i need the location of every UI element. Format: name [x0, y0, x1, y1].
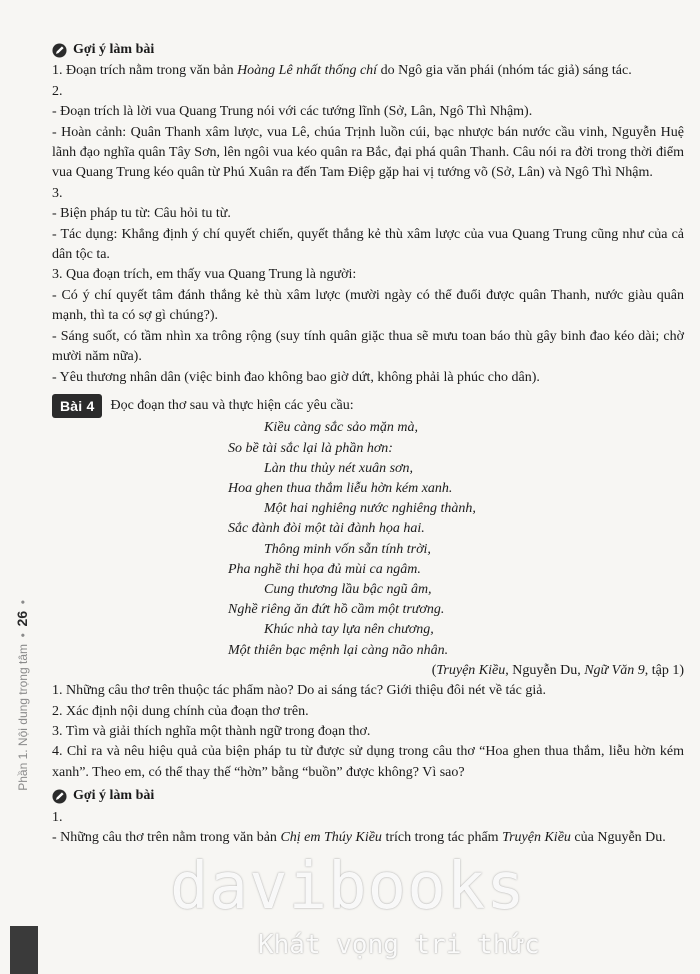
poem-line: Làn thu thủy nét xuân sơn,: [264, 460, 414, 476]
poem-line: Khúc nhà tay lựa nên chương,: [264, 622, 434, 638]
exercise-prompt: Đọc đoạn thơ sau và thực hiện các yêu cầu:: [110, 397, 354, 413]
poem-line: So bề tài sắc lại là phần hơn:: [228, 440, 393, 456]
watermark-brand: davibooks: [170, 850, 526, 924]
answer-line: - Sáng suốt, có tầm nhìn xa trông rộng (suy tính quân giặc thua sẽ mưu toan báo thù gây binh đao kéo dài; chờ mười năm nữa).: [52, 328, 684, 365]
page-number: 26: [14, 610, 30, 627]
question-item: 3. Tìm và giải thích nghĩa một thành ngữ trong đoạn thơ.: [52, 723, 371, 739]
pencil-check-icon: [52, 789, 67, 804]
work-title: Hoàng Lê nhất thống chí: [237, 63, 378, 79]
answer-line: - Đoạn trích là lời vua Quang Trung nói với các tướng lĩnh (Sở, Lân, Ngô Thì Nhậm).: [52, 104, 533, 120]
answer-line: 1.: [52, 809, 63, 825]
poem-line: Nghề riêng ăn đứt hồ cầm một trương.: [228, 602, 445, 618]
question-item: 4. Chỉ ra và nêu hiệu quả của biện pháp tu từ được sử dụng trong câu thơ “Hoa ghen thua thắm, liễu hờn kém xanh”. Theo em, có thể thay thế “hờn” bằng “buồn” được không? Vì sao?: [52, 744, 684, 780]
poem-line: Một thiên bạc mệnh lại càng não nhân.: [228, 642, 449, 658]
page-content: [52, 40, 684, 848]
answer-line: - Có ý chí quyết tâm đánh thắng kẻ thù xâm lược (mười ngày có thể đuổi được quân Thanh, nước giàu quân mạnh, thì ta có sợ gì chúng?).: [52, 287, 684, 324]
hint-heading-2: [52, 786, 684, 806]
poem-line: Sắc đành đòi một tài đành họa hai.: [228, 521, 425, 537]
sidebar-bar: [10, 926, 38, 974]
poem-line: Kiều càng sắc sảo mặn mà,: [264, 420, 418, 436]
answer-line: - Biện pháp tu từ: Câu hỏi tu từ.: [52, 206, 231, 222]
poem-source: (Truyện Kiều, Nguyễn Du, Ngữ Văn 9, tập 1): [431, 662, 684, 678]
hint-title: Gợi ý làm bài: [73, 42, 155, 57]
poem-line: Hoa ghen thua thắm liễu hờn kém xanh.: [228, 480, 453, 496]
answer-line: 3.: [52, 185, 63, 201]
answer-line: - Yêu thương nhân dân (việc binh đao không bao giờ dứt, không phải là phúc cho dân).: [52, 369, 540, 385]
answer-line: 1. Đoạn trích nằm trong văn bản Hoàng Lê nhất thống chí do Ngô gia văn phái (nhóm tác giả) sáng tác.: [52, 63, 632, 79]
exercise-header: [52, 394, 684, 418]
poem-line: Một hai nghiêng nước nghiêng thành,: [264, 501, 476, 517]
poem: [52, 418, 684, 660]
answer-line: - Những câu thơ trên nằm trong văn bản Chị em Thúy Kiều trích trong tác phẩm Truyện Kiều của Nguyễn Du.: [52, 830, 666, 845]
pencil-check-icon: [52, 43, 67, 58]
answer-line: - Tác dụng: Khẳng định ý chí quyết chiến, quyết thắng kẻ thù xâm lược của vua Quang Trung cũng như của cả dân tộc ta.: [52, 226, 684, 263]
poem-line: Cung thương lầu bậc ngũ âm,: [264, 581, 432, 597]
section-sidebar: Phần 1. Nội dung trọng tâm • 26 •: [14, 600, 30, 791]
watermark-tagline: Khát vọng tri thức: [258, 930, 540, 960]
work-title: Chị em Thúy Kiều: [280, 830, 382, 845]
poem-line: Pha nghề thi họa đủ mùi ca ngâm.: [228, 561, 421, 577]
work-title: Truyện Kiều: [502, 830, 571, 845]
answer-line: 2.: [52, 83, 63, 99]
question-item: 2. Xác định nội dung chính của đoạn thơ trên.: [52, 703, 309, 719]
answer-line: - Hoàn cảnh: Quân Thanh xâm lược, vua Lê, chúa Trịnh luồn cúi, bạc nhược bán nước cầu vinh, Nguyễn Huệ lãnh đạo nghĩa quân Tây Sơn, lên ngôi vua kéo quân ra Bắc, đại phá quân Thanh. Câu nói ra đời trong thời điểm vua Quang Trung kéo quân từ Phú Xuân ra đến Tam Điệp gặp hai vị tướng võ (Sở, Lân) và Ngô Thì Nhậm.: [52, 124, 684, 181]
hint-title: Gợi ý làm bài: [73, 788, 155, 804]
hint-heading-1: [52, 40, 684, 60]
poem-line: Thông minh vốn sẵn tính trời,: [264, 541, 431, 557]
answer-line: 3. Qua đoạn trích, em thấy vua Quang Trung là người:: [52, 267, 357, 283]
question-item: 1. Những câu thơ trên thuộc tác phẩm nào? Do ai sáng tác? Giới thiệu đôi nét về tác giả.: [52, 683, 546, 699]
exercise-badge: Bài 4: [52, 394, 102, 418]
section-label: Phần 1. Nội dung trọng tâm: [16, 644, 30, 791]
